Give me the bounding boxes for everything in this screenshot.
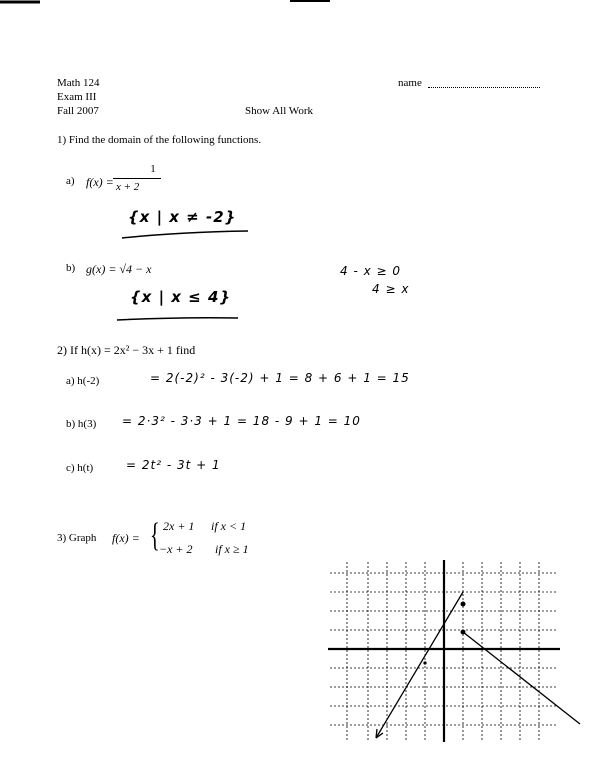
piece2-endpoint xyxy=(461,630,466,635)
q1a-answer: {x | x ≠ -2} xyxy=(128,208,237,226)
q2a-label: a) h(-2) xyxy=(66,375,100,387)
q3-function: f(x) = xyxy=(112,531,140,545)
q3-piece2-cond: if x ≥ 1 xyxy=(215,542,249,556)
q1a-denominator: x + 2 xyxy=(116,181,140,193)
q3-piece1-expr: 2x + 1 xyxy=(163,519,195,533)
course-label: Math 124 xyxy=(57,77,100,89)
piece1-endpoint xyxy=(461,602,466,607)
piece2-line xyxy=(463,632,580,724)
q3-piece2-expr: −x + 2 xyxy=(159,542,193,556)
piece1-point xyxy=(423,661,426,664)
q2-prompt: 2) If h(x) = 2x² − 3x + 1 find xyxy=(57,343,196,357)
instruction-label: Show All Work xyxy=(245,105,313,117)
q1b-work-line1: 4 - x ≥ 0 xyxy=(340,264,402,278)
q2a-work: = 2(-2)² - 3(-2) + 1 = 8 + 6 + 1 = 15 xyxy=(150,371,410,385)
q1b-function: g(x) = √4 − x xyxy=(86,262,152,276)
piece1-line xyxy=(376,592,463,738)
name-label: name xyxy=(398,77,422,89)
q1-prompt: 1) Find the domain of the following functions. xyxy=(57,134,262,146)
q1b-label: b) xyxy=(66,262,76,274)
q3-brace: { xyxy=(150,517,160,554)
q2b-label: b) h(3) xyxy=(66,418,97,430)
q3-piece1-cond: if x < 1 xyxy=(211,519,247,533)
exam-label: Exam III xyxy=(57,91,97,103)
piece1-arrow xyxy=(376,729,383,738)
q2b-work: = 2·3² - 3·3 + 1 = 18 - 9 + 1 = 10 xyxy=(122,414,361,428)
q1b-answer: {x | x ≤ 4} xyxy=(130,288,232,306)
q1b-work-line2: 4 ≥ x xyxy=(372,282,410,296)
term-label: Fall 2007 xyxy=(57,105,99,117)
q1a-label: a) xyxy=(66,175,75,187)
q1a-numerator: 1 xyxy=(150,163,156,175)
q1a-function: f(x) = xyxy=(86,175,114,189)
q3-prompt: 3) Graph xyxy=(57,532,97,544)
q2c-label: c) h(t) xyxy=(66,462,94,474)
q2c-work: = 2t² - 3t + 1 xyxy=(126,458,221,472)
